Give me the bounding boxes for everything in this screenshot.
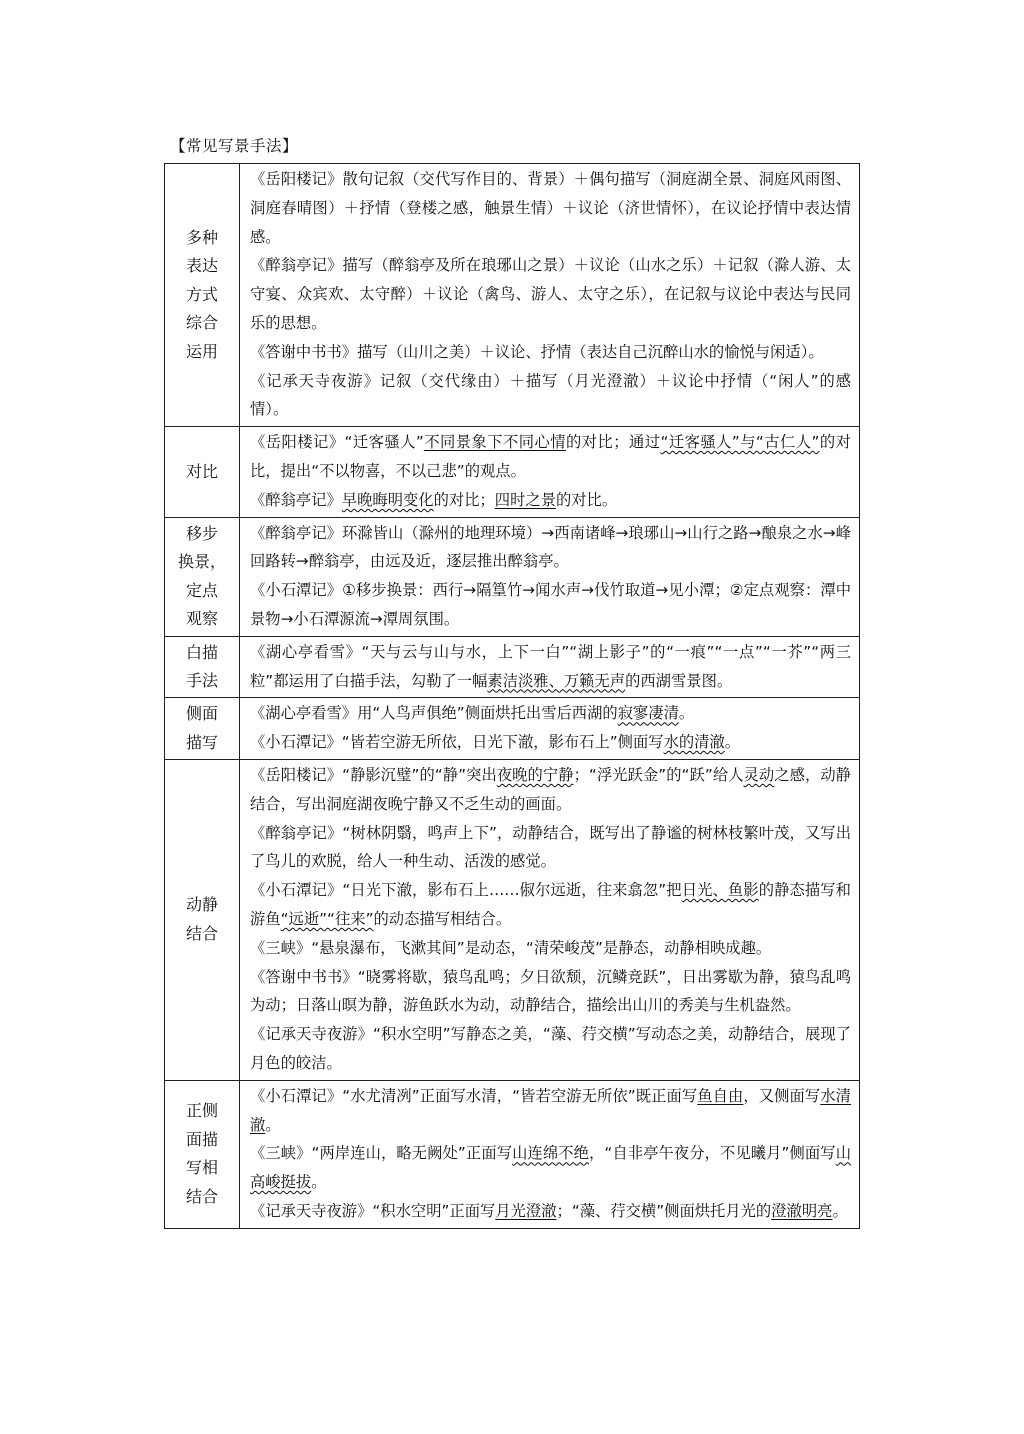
label-line: 结合 (185, 1186, 218, 1206)
label-line: 正侧 (185, 1101, 218, 1121)
wavy-underlined-phrase: 夜晚的宁静 (496, 765, 574, 784)
label-line: 侧面 (185, 704, 218, 724)
text-segment: 《记承天寺夜游》“积水空明”正面写 (250, 1201, 496, 1220)
wavy-underlined-phrase: 山高峻挺拔 (250, 1144, 851, 1192)
table-row (165, 698, 860, 760)
document-title: 【常见写景手法】 (170, 137, 299, 155)
label-line: 移步 (185, 523, 218, 543)
table-body (165, 164, 860, 1229)
text-segment: 的静态描写和游鱼 (250, 881, 851, 928)
technique-examples (240, 759, 860, 1080)
label-line: 面描 (185, 1129, 218, 1149)
text-segment: 《小石潭记》①移步换景：西行→隔篁竹→闻水声→伐竹取道→见小潭；②定点观察：潭中景物→小石潭源流→潭周氛围。 (250, 581, 851, 628)
technique-examples (240, 698, 860, 760)
label-line: 结合 (185, 923, 218, 943)
text-segment: 《小石潭记》“皆若空游无所依，日光下澈，影布石上”侧面写 (250, 733, 664, 752)
text-segment: 《答谢中书书》“晓雾将歇，猿鸟乱鸣；夕日欲颓，沉鳞竞跃”，日出雾歇为静，猿鸟乱鸣为动；日落山暝为静，游鱼跃水为动，动静结合，描绘出山川的秀美与生机盎然。 (250, 967, 851, 1015)
technique-label (165, 698, 240, 760)
example-paragraph (250, 699, 851, 728)
text-segment: 《湖心亭看雪》用“人鸟声俱绝”侧面烘托出雪后西湖的 (250, 704, 618, 723)
example-paragraph (250, 486, 851, 515)
text-segment: 。 (724, 733, 741, 752)
example-paragraph (250, 728, 851, 757)
text-segment: 。 (311, 1173, 327, 1192)
wavy-underlined-phrase: 素洁淡雅、万籁无声 (487, 671, 626, 690)
table-row (165, 636, 860, 698)
example-paragraph (250, 338, 851, 367)
text-segment: 的动态描写相结合。 (373, 909, 512, 928)
wavy-underlined-phrase: “迁客骚人”与“古仁人” (660, 433, 820, 452)
example-paragraph (250, 251, 851, 337)
example-paragraph (250, 165, 851, 251)
label-line: 白描 (185, 642, 218, 662)
example-paragraph (250, 934, 851, 963)
label-line: 写相 (185, 1158, 218, 1178)
technique-examples (240, 427, 860, 517)
technique-examples (240, 164, 860, 427)
label-line: 表达 (185, 256, 218, 276)
text-segment: 《醉翁亭记》描写（醉翁亭及所在琅琊山之景）＋议论（山水之乐）＋记叙（滁人游、太守宴、众宾欢、太守醉）＋议论（禽鸟、游人、太守之乐），在记叙与议论中表达与民同乐的思想。 (250, 256, 851, 332)
table-row (165, 164, 860, 427)
example-paragraph (250, 761, 851, 819)
label-line: 方式 (185, 284, 218, 304)
text-segment: 之感，动静结合，写出洞庭湖夜晚宁静又不乏生动的画面。 (250, 765, 851, 813)
example-paragraph (250, 1020, 851, 1078)
text-segment: 。 (832, 1201, 848, 1220)
text-segment: 。 (265, 1115, 281, 1134)
text-segment: 《三峡》“悬泉瀑布，飞漱其间”是动态，“清荣峻茂”是静态，动静相映成趣。 (250, 938, 772, 957)
example-paragraph (250, 638, 851, 696)
text-segment: 《湖心亭看雪》“天与云与山与水，上下一白”“湖上影子”的“一痕”“一点”“一芥”“两三粒”都运用了白描手法，勾勒了一幅 (250, 642, 851, 690)
wavy-underlined-phrase: 寂寥凄清 (617, 704, 679, 723)
wavy-underlined-phrase: 早晚晦明变化 (341, 490, 434, 509)
table-row (165, 1080, 860, 1228)
technique-examples (240, 1080, 860, 1228)
text-segment: 的对比； (433, 490, 495, 509)
technique-label (165, 636, 240, 698)
text-segment: 的对比；通过 (565, 433, 661, 452)
text-segment: 《醉翁亭记》环滁皆山（滁州的地理环境）→西南诸峰→琅琊山→山行之路→酿泉之水→峰回路转→醉翁亭，由远及近，逐层推出醉翁亭。 (250, 523, 851, 571)
text-segment: 《醉翁亭记》 (250, 490, 342, 509)
underlined-phrase: 水清澈 (250, 1086, 851, 1134)
table-row (165, 427, 860, 517)
text-segment: ，又侧面写 (743, 1086, 821, 1105)
text-segment: 《岳阳楼记》“迁客骚人” (250, 433, 424, 452)
technique-examples (240, 517, 860, 636)
text-segment: 《小石潭记》“水尤清冽”正面写水清，“皆若空游无所依”既正面写 (250, 1086, 698, 1105)
text-segment: 《记承天寺夜游》记叙（交代缘由）＋描写（月光澄澈）＋议论中抒情（“闲人”的感情）。 (250, 371, 851, 419)
underlined-phrase: 澄澈明亮 (771, 1201, 833, 1220)
text-segment: ；“浮光跃金”的“跃”给人 (573, 765, 744, 784)
wavy-underlined-phrase: 山连绵不绝 (512, 1144, 589, 1163)
text-segment: 《小石潭记》“日光下澈，影布石上……俶尔远逝，往来翕忽”把 (250, 881, 682, 900)
text-segment: 的西湖雪景图。 (625, 671, 733, 690)
label-line: 动静 (185, 895, 218, 915)
underlined-phrase: 月光澄澈 (495, 1201, 557, 1220)
label-line: 描写 (185, 732, 218, 752)
example-paragraph (250, 876, 851, 934)
label-line: 多种 (185, 227, 218, 247)
example-paragraph (250, 1082, 851, 1140)
text-segment: 的对比，提出“不以物喜，不以己悲”的观点。 (250, 433, 851, 480)
technique-label (165, 427, 240, 517)
label-line: 运用 (185, 341, 218, 361)
table-row (165, 759, 860, 1080)
label-line: 手法 (185, 671, 218, 691)
example-paragraph (250, 428, 851, 486)
wavy-underlined-phrase: 灵动 (743, 765, 775, 784)
example-paragraph (250, 1197, 851, 1226)
wavy-underlined-phrase: “远逝”“往来” (280, 909, 374, 928)
text-segment: 《醉翁亭记》“树林阴翳，鸣声上下”，动静结合，既写出了静谧的树林枝繁叶茂，又写出了鸟儿的欢脱，给人一种生动、活泼的感觉。 (250, 823, 851, 871)
technique-label (165, 759, 240, 1080)
text-segment: 《岳阳楼记》“静影沉璧”的“静”突出 (250, 765, 497, 784)
text-segment: 。 (678, 704, 695, 723)
text-segment: 《答谢中书书》描写（山川之美）＋议论、抒情（表达自己沉醉山水的愉悦与闲适）。 (250, 342, 824, 361)
label-line: 对比 (185, 461, 218, 481)
technique-label (165, 164, 240, 427)
example-paragraph (250, 963, 851, 1021)
wavy-underlined-phrase: 水的清澈 (663, 733, 725, 752)
underlined-phrase: 四时之景 (494, 490, 556, 509)
example-paragraph (250, 819, 851, 877)
technique-label (165, 517, 240, 636)
table-row (165, 517, 860, 636)
wavy-underlined-phrase: 日光、鱼影 (681, 881, 759, 900)
text-segment: 《岳阳楼记》散句记叙（交代写作目的、背景）＋偶句描写（洞庭湖全景、洞庭风雨图、洞庭春晴图）＋抒情（登楼之感，触景生情）＋议论（济世情怀），在议论抒情中表达情感。 (250, 170, 851, 246)
technique-label (165, 1080, 240, 1228)
label-line: 观察 (185, 609, 218, 629)
text-segment: ；“藻、荇交横”侧面烘托月光的 (556, 1201, 772, 1220)
label-line: 定点 (185, 580, 218, 600)
text-segment: ，“自非亭午夜分，不见曦月”侧面写 (588, 1144, 836, 1163)
text-segment: 《记承天寺夜游》“积水空明”写静态之美，“藻、荇交横”写动态之美，动静结合，展现了月色的皎洁。 (250, 1025, 851, 1072)
underlined-phrase: 鱼自由 (697, 1086, 744, 1105)
label-line: 换景， (177, 552, 226, 572)
example-paragraph (250, 576, 851, 634)
example-paragraph (250, 1139, 851, 1197)
text-segment: 《三峡》“两岸连山，略无阙处”正面写 (250, 1144, 513, 1163)
label-line: 综合 (185, 313, 218, 333)
example-paragraph (250, 367, 851, 425)
technique-examples (240, 636, 860, 698)
writing-techniques-table (164, 163, 860, 1229)
example-paragraph (250, 519, 851, 577)
text-segment: 的对比。 (556, 490, 618, 509)
underlined-phrase: 不同景象下不同心情 (423, 433, 566, 452)
